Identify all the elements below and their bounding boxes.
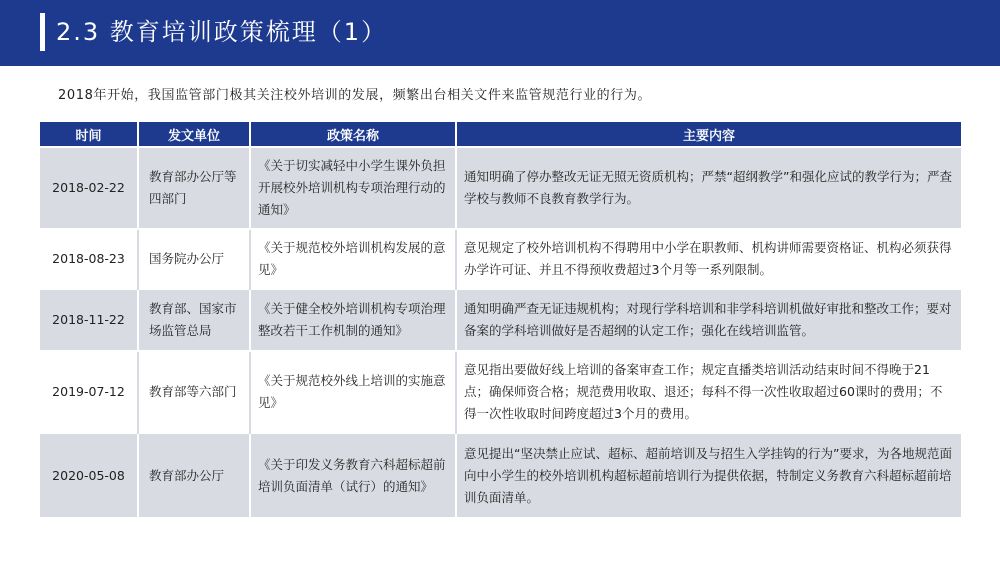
cell-policy: 《关于规范校外线上培训的实施意见》 bbox=[250, 351, 456, 433]
policy-table bbox=[40, 122, 961, 517]
cell-content: 通知明确了停办整改无证无照无资质机构；严禁“超纲教学”和强化应试的教学行为；严查学校与教师不良教育教学行为。 bbox=[456, 147, 961, 229]
column-header-issuer: 发文单位 bbox=[138, 122, 250, 147]
table-row bbox=[40, 289, 961, 351]
cell-content: 意见规定了校外培训机构不得聘用中小学在职教师、机构讲师需要资格证、机构必须获得办学许可证、并且不得预收费超过3个月等一系列限制。 bbox=[456, 229, 961, 289]
cell-policy: 《关于规范校外培训机构发展的意见》 bbox=[250, 229, 456, 289]
cell-issuer: 教育部办公厅等四部门 bbox=[138, 147, 250, 229]
table-header-row bbox=[40, 122, 961, 147]
column-header-time: 时间 bbox=[40, 122, 138, 147]
cell-content: 通知明确严查无证违规机构；对现行学科培训和非学科培训机做好审批和整改工作；要对备案的学科培训做好是否超纲的认定工作；强化在线培训监管。 bbox=[456, 289, 961, 351]
cell-policy: 《关于印发义务教育六科超标超前培训负面清单（试行）的通知》 bbox=[250, 433, 456, 517]
cell-issuer: 教育部办公厅 bbox=[138, 433, 250, 517]
page-title: 2.3 教育培训政策梳理（1） bbox=[56, 18, 388, 46]
cell-time: 2020-05-08 bbox=[40, 433, 138, 517]
table-row bbox=[40, 147, 961, 229]
column-header-policy: 政策名称 bbox=[250, 122, 456, 147]
column-header-content: 主要内容 bbox=[456, 122, 961, 147]
table-row bbox=[40, 433, 961, 517]
table-row bbox=[40, 351, 961, 433]
cell-policy: 《关于健全校外培训机构专项治理整改若干工作机制的通知》 bbox=[250, 289, 456, 351]
cell-content: 意见提出“坚决禁止应试、超标、超前培训及与招生入学挂钩的行为”要求，为各地规范面向中小学生的校外培训机构超标超前培训行为提供依据，特制定义务教育六科超标超前培训负面清单。 bbox=[456, 433, 961, 517]
cell-issuer: 国务院办公厅 bbox=[138, 229, 250, 289]
cell-time: 2018-08-23 bbox=[40, 229, 138, 289]
cell-policy: 《关于切实减轻中小学生课外负担开展校外培训机构专项治理行动的通知》 bbox=[250, 147, 456, 229]
cell-issuer: 教育部等六部门 bbox=[138, 351, 250, 433]
cell-content: 意见指出要做好线上培训的备案审查工作；规定直播类培训活动结束时间不得晚于21点；确保师资合格；规范费用收取、退还；每科不得一次性收取超过60课时的费用；不得一次性收取时间跨度超过3个月的费用。 bbox=[456, 351, 961, 433]
cell-time: 2019-07-12 bbox=[40, 351, 138, 433]
header-banner bbox=[0, 0, 1000, 66]
cell-time: 2018-02-22 bbox=[40, 147, 138, 229]
intro-text: 2018年开始，我国监管部门极其关注校外培训的发展，频繁出台相关文件来监管规范行业的行为。 bbox=[58, 88, 652, 103]
table-row bbox=[40, 229, 961, 289]
cell-issuer: 教育部、国家市场监管总局 bbox=[138, 289, 250, 351]
header-accent-bar bbox=[40, 13, 45, 51]
cell-time: 2018-11-22 bbox=[40, 289, 138, 351]
